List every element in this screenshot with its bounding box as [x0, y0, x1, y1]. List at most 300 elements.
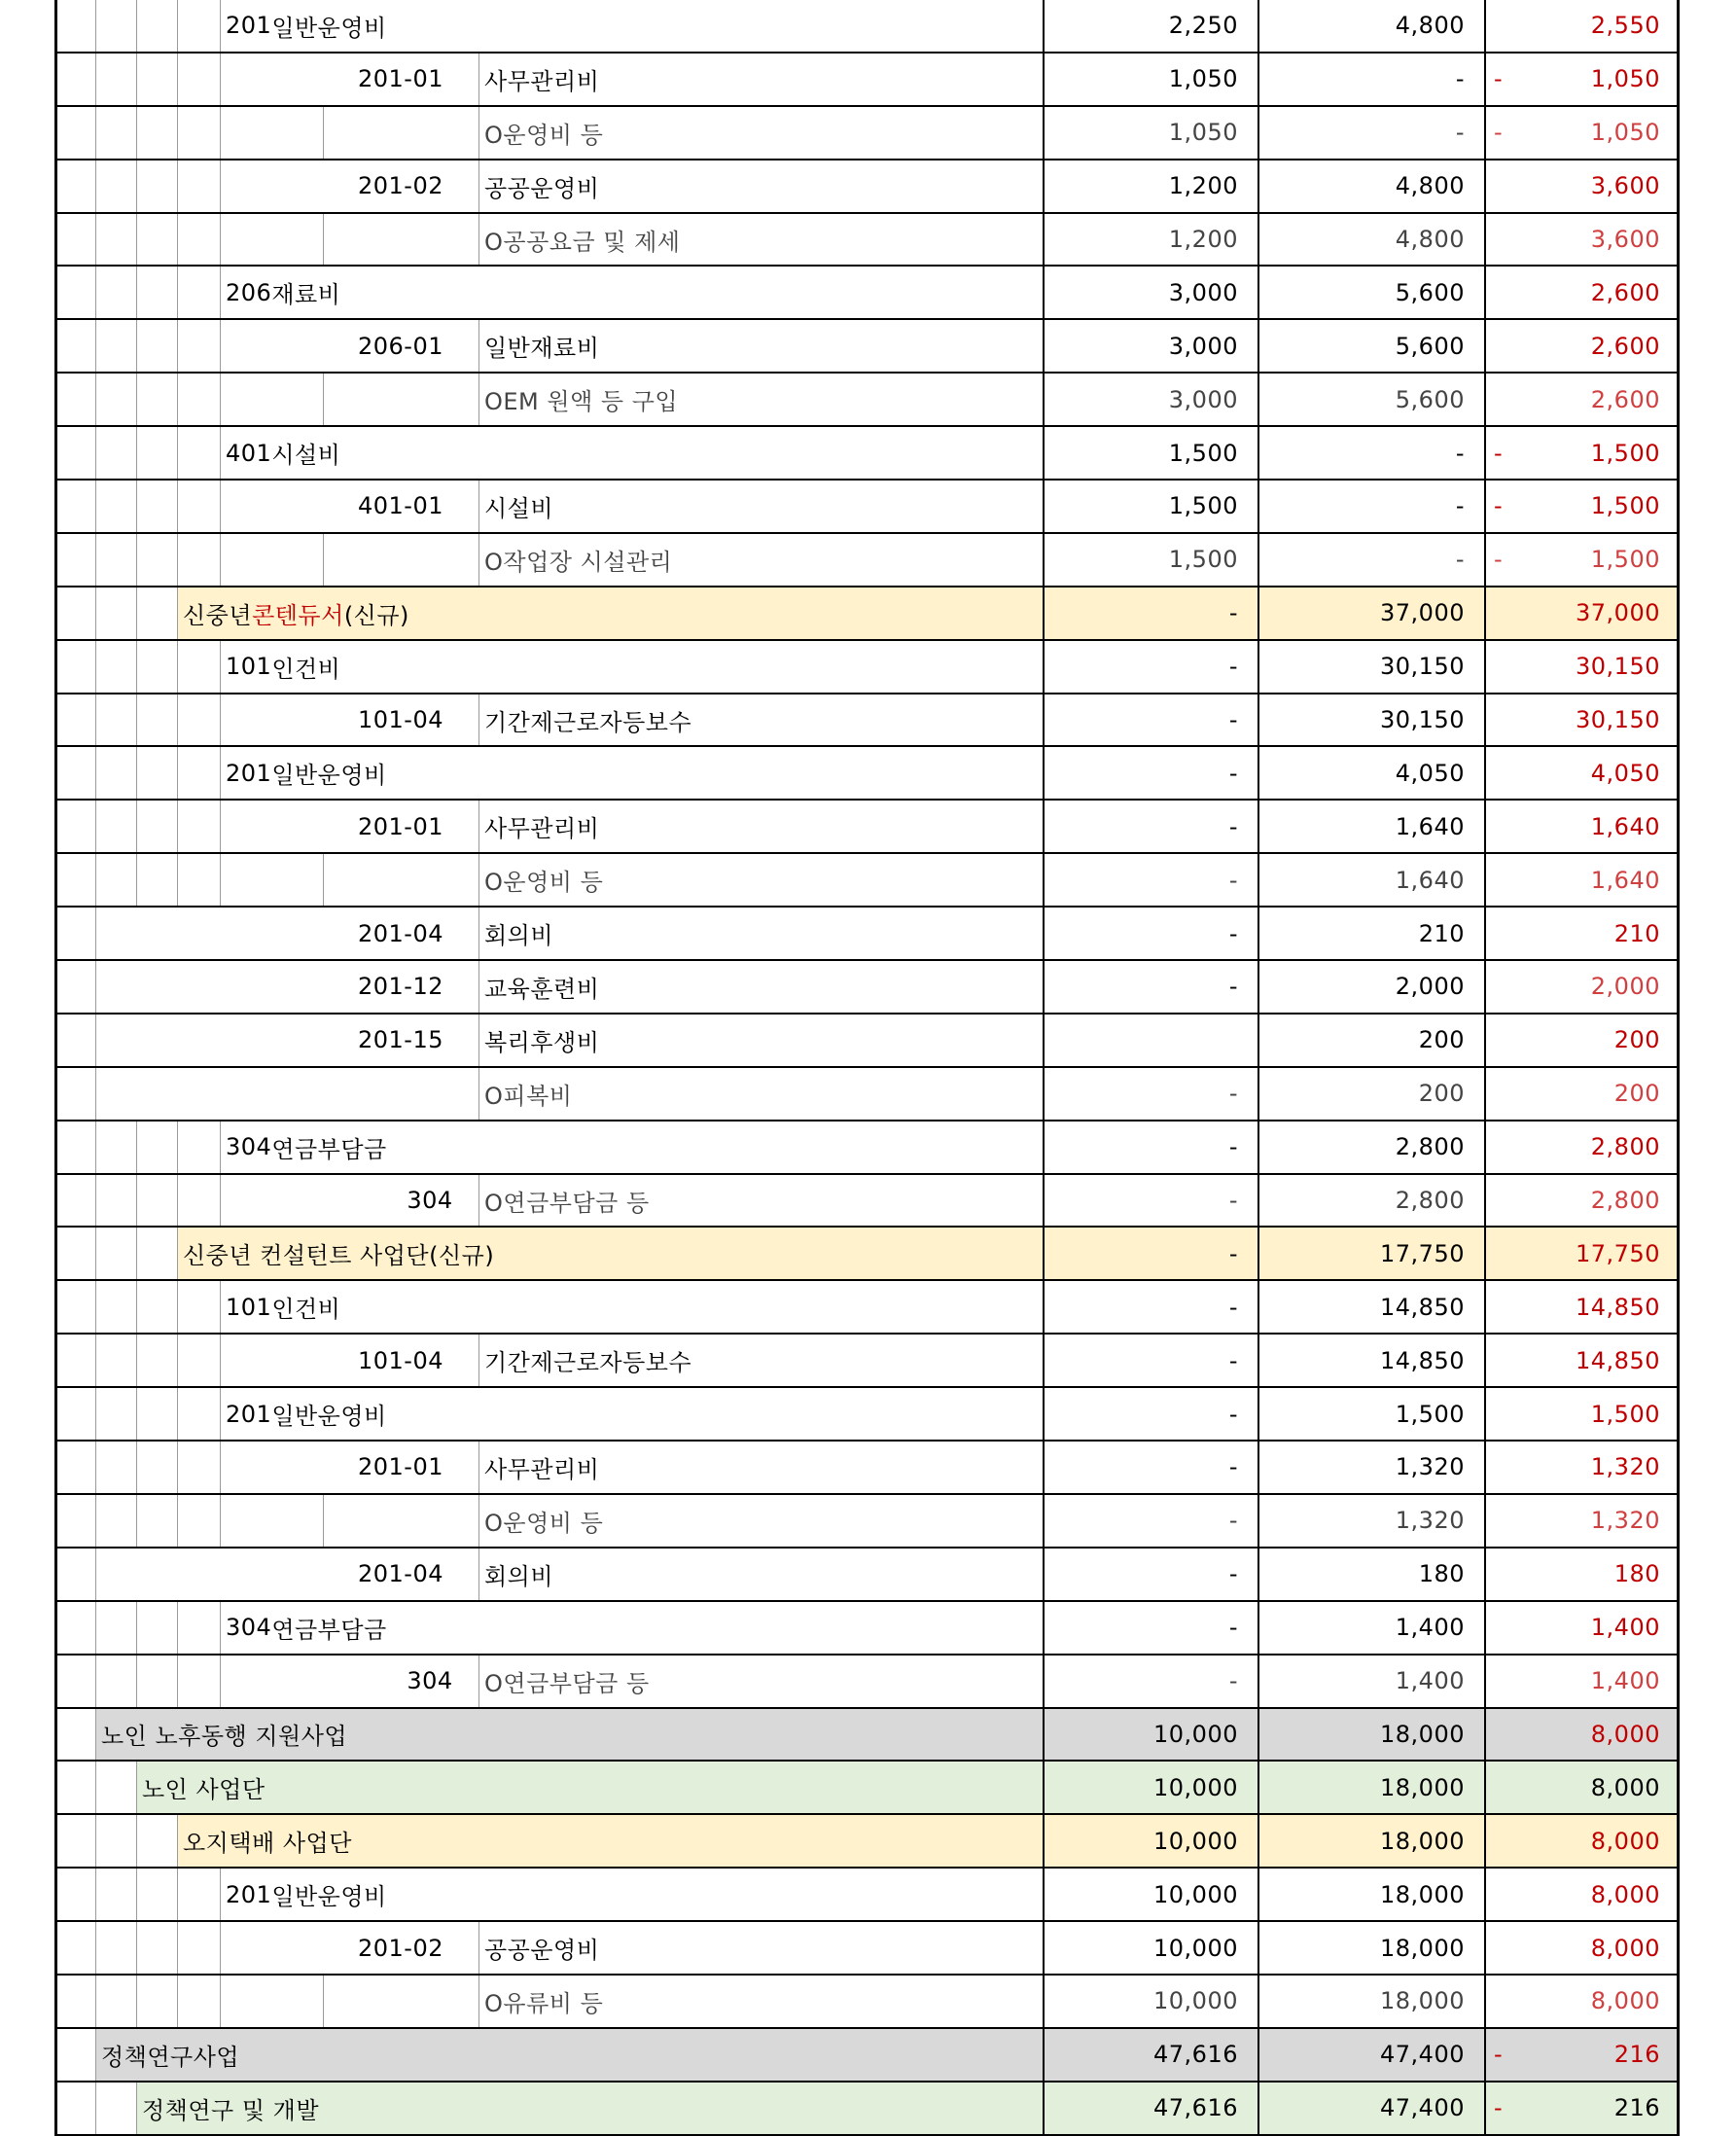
- table-border-right: [1677, 1068, 1680, 1120]
- table-border-right: [1677, 214, 1680, 266]
- amount-current: 18,000: [1380, 1934, 1465, 1962]
- grid-line: [95, 1709, 96, 1761]
- table-border-left: [54, 214, 57, 266]
- grid-line: [95, 427, 96, 479]
- grid-line: [220, 1121, 221, 1173]
- category-code: 201: [226, 1880, 272, 1908]
- table-border-right: [1677, 53, 1680, 105]
- grid-line: [95, 1815, 96, 1867]
- grid-line: [177, 1602, 178, 1654]
- amount-current: 4,800: [1395, 172, 1465, 200]
- category-code: 201: [226, 12, 272, 40]
- item-name: 시설비: [484, 494, 554, 522]
- grid-line: [177, 1922, 178, 1974]
- table-border-right: [1677, 1815, 1680, 1867]
- amount-previous: -: [1228, 973, 1238, 1001]
- table-row: [54, 481, 1680, 534]
- amount-current: 2,800: [1395, 1187, 1465, 1215]
- amount-previous: 10,000: [1153, 1773, 1238, 1801]
- amount-current: 47,400: [1380, 2094, 1465, 2122]
- table-border-left: [54, 320, 57, 372]
- grid-line: [177, 214, 178, 266]
- amount-change: 2,600: [1590, 385, 1660, 413]
- grid-line: [220, 1388, 221, 1440]
- table-border-left: [54, 1495, 57, 1547]
- grid-line: [177, 0, 178, 52]
- grid-line: [220, 747, 221, 799]
- item-code: 201-01: [357, 812, 443, 840]
- amount-current: -: [1455, 65, 1465, 93]
- grid-line: [323, 214, 324, 266]
- grid-line: [136, 2083, 137, 2134]
- project-title-prefix: 신중년: [183, 601, 253, 629]
- budget-category: [226, 1869, 387, 1920]
- table-row: [54, 1602, 1680, 1655]
- amount-previous: 10,000: [1153, 1827, 1238, 1855]
- amount-change: 8,000: [1590, 1827, 1660, 1855]
- amount-change: 1,400: [1590, 1614, 1660, 1642]
- table-border-right: [1677, 1976, 1680, 2027]
- amount-change: 1,640: [1590, 812, 1660, 840]
- grid-line: [136, 481, 137, 532]
- item-code: 201-01: [357, 65, 443, 93]
- table-border-right: [1677, 160, 1680, 212]
- table-border-left: [54, 747, 57, 799]
- amount-current: 200: [1418, 1080, 1465, 1108]
- amount-change: 216: [1613, 2041, 1660, 2069]
- grid-line: [136, 1335, 137, 1386]
- table-row: [54, 1015, 1680, 1068]
- item-name: O운영비 등: [484, 1509, 604, 1537]
- grid-line: [478, 961, 479, 1013]
- budget-category: [226, 641, 340, 693]
- amount-change: 3,600: [1590, 172, 1660, 200]
- grid-line: [95, 1495, 96, 1547]
- table-border-left: [54, 160, 57, 212]
- table-row: [54, 534, 1680, 587]
- grid-line: [95, 481, 96, 532]
- table-row: [54, 1922, 1680, 1976]
- item-name: O연금부담금 등: [484, 1669, 650, 1697]
- table-border-left: [54, 107, 57, 159]
- grid-line: [136, 374, 137, 425]
- grid-line: [478, 481, 479, 532]
- amount-change: 216: [1613, 2094, 1660, 2122]
- table-border-left: [54, 1281, 57, 1333]
- table-border-right: [1677, 1869, 1680, 1920]
- category-name: 일반운영비: [271, 1403, 387, 1431]
- amount-current: 18,000: [1380, 1880, 1465, 1908]
- table-border-left: [54, 2029, 57, 2081]
- amount-current: 1,400: [1395, 1614, 1465, 1642]
- table-row: [54, 0, 1680, 53]
- grid-line: [177, 1869, 178, 1920]
- grid-line: [220, 1281, 221, 1333]
- table-row: [54, 801, 1680, 854]
- table-row: [54, 908, 1680, 961]
- grid-line: [95, 747, 96, 799]
- grid-line: [177, 1388, 178, 1440]
- grid-line: [136, 694, 137, 746]
- table-border-left: [54, 961, 57, 1013]
- grid-line: [136, 1815, 137, 1867]
- amount-change: 1,400: [1590, 1667, 1660, 1695]
- grid-line: [136, 641, 137, 693]
- amount-change: 8,000: [1590, 1720, 1660, 1748]
- item-name: O공공요금 및 제세: [484, 228, 681, 256]
- item-name: 회의비: [484, 1562, 554, 1590]
- grid-line: [95, 534, 96, 586]
- table-border-right: [1677, 1762, 1680, 1813]
- table-border-left: [54, 1442, 57, 1493]
- grid-line: [136, 1495, 137, 1547]
- table-border-right: [1677, 961, 1680, 1013]
- table-row: [54, 1815, 1680, 1869]
- grid-line: [323, 107, 324, 159]
- table-row: [54, 1388, 1680, 1442]
- amount-previous: -: [1228, 1453, 1238, 1481]
- amount-current: 2,800: [1395, 1133, 1465, 1161]
- grid-line: [177, 427, 178, 479]
- grid-line: [95, 854, 96, 906]
- item-code: 201-04: [357, 1560, 443, 1588]
- amount-change: 1,050: [1590, 65, 1660, 93]
- grid-line: [478, 694, 479, 746]
- amount-current: 180: [1418, 1560, 1465, 1588]
- grid-line: [95, 1762, 96, 1813]
- amount-current: 2,000: [1395, 973, 1465, 1001]
- amount-current: 14,850: [1380, 1293, 1465, 1321]
- grid-line: [136, 214, 137, 266]
- grid-line: [136, 801, 137, 852]
- grid-line: [478, 1976, 479, 2027]
- item-code: 201-04: [357, 919, 443, 947]
- item-name: 기간제근로자등보수: [484, 708, 692, 736]
- item-code: 201-01: [357, 1453, 443, 1481]
- negative-sign: -: [1494, 546, 1503, 574]
- amount-current: 18,000: [1380, 1987, 1465, 2015]
- amount-previous: -: [1228, 919, 1238, 947]
- item-name: O유류비 등: [484, 1989, 604, 2017]
- grid-line: [177, 374, 178, 425]
- amount-previous: 3,000: [1168, 278, 1238, 306]
- grid-line: [95, 694, 96, 746]
- grid-line: [177, 267, 178, 318]
- table-border-right: [1677, 427, 1680, 479]
- amount-current: 4,800: [1395, 226, 1465, 253]
- amount-change: 17,750: [1576, 1239, 1660, 1267]
- grid-line: [177, 587, 178, 639]
- amount-change: 1,500: [1590, 439, 1660, 467]
- grid-line: [136, 1922, 137, 1974]
- amount-current: 14,850: [1380, 1346, 1465, 1374]
- category-name: 연금부담금: [271, 1616, 387, 1644]
- table-row: [54, 374, 1680, 427]
- category-code: 201: [226, 1400, 272, 1428]
- grid-line: [95, 1869, 96, 1920]
- grid-line: [220, 641, 221, 693]
- group-title: 노인 노후동행 지원사업: [101, 1723, 348, 1751]
- grid-line: [95, 1015, 96, 1066]
- category-name: 시설비: [271, 442, 341, 470]
- table-border-right: [1677, 587, 1680, 639]
- amount-previous: 47,616: [1153, 2094, 1238, 2122]
- table-row: [54, 1121, 1680, 1175]
- amount-previous: -: [1228, 759, 1238, 787]
- table-row: [54, 267, 1680, 320]
- table-row: [54, 587, 1680, 641]
- budget-category: [226, 1121, 387, 1173]
- grid-line: [478, 1015, 479, 1066]
- grid-line: [478, 908, 479, 959]
- project-title-prefix: 오지택배 사업단: [183, 1830, 352, 1858]
- grid-line: [323, 1495, 324, 1547]
- table-row: [54, 1709, 1680, 1762]
- amount-previous: -: [1228, 653, 1238, 681]
- item-code: 304: [407, 1187, 453, 1215]
- table-row: [54, 107, 1680, 160]
- grid-line: [95, 1175, 96, 1227]
- grid-line: [95, 641, 96, 693]
- grid-line: [95, 1655, 96, 1707]
- budget-category: [226, 0, 387, 52]
- table-border-right: [1677, 694, 1680, 746]
- grid-line: [478, 534, 479, 586]
- table-border-left: [54, 1175, 57, 1227]
- grid-line: [220, 534, 221, 586]
- grid-line: [220, 1655, 221, 1707]
- grid-line: [478, 1549, 479, 1600]
- grid-line: [136, 0, 137, 52]
- item-name: 기간제근로자등보수: [484, 1349, 692, 1377]
- grid-line: [323, 534, 324, 586]
- grid-line: [95, 1121, 96, 1173]
- table-border-right: [1677, 641, 1680, 693]
- grid-line: [220, 160, 221, 212]
- amount-change: 8,000: [1590, 1987, 1660, 2015]
- grid-line: [478, 160, 479, 212]
- category-code: 101: [226, 1293, 272, 1321]
- table-border-left: [54, 267, 57, 318]
- amount-previous: 10,000: [1153, 1720, 1238, 1748]
- amount-current: 1,640: [1395, 866, 1465, 894]
- table-border-right: [1677, 2083, 1680, 2134]
- amount-change: 30,150: [1576, 653, 1660, 681]
- grid-line: [136, 1175, 137, 1227]
- amount-change: 1,500: [1590, 492, 1660, 520]
- amount-previous: -: [1228, 706, 1238, 734]
- table-border-left: [54, 1815, 57, 1867]
- category-name: 인건비: [271, 1296, 341, 1324]
- budget-category: [226, 1602, 387, 1654]
- grid-line: [95, 374, 96, 425]
- category-name: 재료비: [271, 281, 341, 309]
- table-border-right: [1677, 1922, 1680, 1974]
- table-border-right: [1677, 1175, 1680, 1227]
- amount-change: 180: [1613, 1560, 1660, 1588]
- amount-current: -: [1455, 492, 1465, 520]
- grid-line: [220, 1495, 221, 1547]
- category-code: 401: [226, 439, 272, 467]
- amount-current: 47,400: [1380, 2041, 1465, 2069]
- amount-previous: 3,000: [1168, 385, 1238, 413]
- amount-current: 18,000: [1380, 1827, 1465, 1855]
- amount-change: 200: [1613, 1026, 1660, 1054]
- grid-line: [220, 107, 221, 159]
- table-border-left: [54, 1922, 57, 1974]
- grid-line: [220, 1602, 221, 1654]
- amount-current: 30,150: [1380, 653, 1465, 681]
- table-row: [54, 1976, 1680, 2029]
- amount-previous: -: [1228, 1080, 1238, 1108]
- amount-previous: [1043, 1015, 1238, 1066]
- grid-line: [136, 1388, 137, 1440]
- grid-line: [220, 1976, 221, 2027]
- amount-change: 2,600: [1590, 332, 1660, 360]
- item-name: O연금부담금 등: [484, 1189, 650, 1217]
- amount-current: 18,000: [1380, 1773, 1465, 1801]
- grid-line: [136, 747, 137, 799]
- amount-change: 4,050: [1590, 759, 1660, 787]
- grid-line: [136, 854, 137, 906]
- budget-category: [226, 747, 387, 799]
- table-border-right: [1677, 0, 1680, 52]
- item-code: 304: [407, 1667, 453, 1695]
- grid-line: [177, 534, 178, 586]
- grid-line: [220, 1869, 221, 1920]
- amount-change: 14,850: [1576, 1293, 1660, 1321]
- table-border-right: [1677, 801, 1680, 852]
- grid-line: [220, 267, 221, 318]
- table-border-right: [1677, 854, 1680, 906]
- table-border-right: [1677, 1709, 1680, 1761]
- table-border-right: [1677, 320, 1680, 372]
- grid-line: [136, 1869, 137, 1920]
- table-row: [54, 1549, 1680, 1602]
- table-border-right: [1677, 481, 1680, 532]
- table-row: [54, 854, 1680, 908]
- amount-change: 1,050: [1590, 119, 1660, 147]
- table-row: [54, 747, 1680, 801]
- grid-line: [136, 1762, 137, 1813]
- category-code: 304: [226, 1133, 272, 1161]
- table-border-right: [1677, 1121, 1680, 1173]
- category-name: 연금부담금: [271, 1135, 387, 1163]
- amount-change: 14,850: [1576, 1346, 1660, 1374]
- table-border-left: [54, 694, 57, 746]
- table-border-right: [1677, 1442, 1680, 1493]
- grid-line: [95, 160, 96, 212]
- table-border-right: [1677, 374, 1680, 425]
- table-border-right: [1677, 1495, 1680, 1547]
- table-border-left: [54, 1015, 57, 1066]
- negative-sign: -: [1494, 439, 1503, 467]
- grid-line: [95, 1549, 96, 1600]
- negative-sign: -: [1494, 2094, 1503, 2122]
- amount-previous: 1,050: [1168, 65, 1238, 93]
- grid-line: [136, 160, 137, 212]
- grid-line: [478, 1442, 479, 1493]
- grid-line: [136, 1442, 137, 1493]
- grid-line: [177, 1976, 178, 2027]
- grid-line: [220, 694, 221, 746]
- grid-line: [95, 0, 96, 52]
- item-code: 201-15: [357, 1026, 443, 1054]
- amount-change: 210: [1613, 919, 1660, 947]
- grid-line: [220, 481, 221, 532]
- negative-sign: -: [1494, 492, 1503, 520]
- grid-line: [478, 1068, 479, 1120]
- grid-line: [95, 2029, 96, 2081]
- grid-line: [177, 1815, 178, 1867]
- grid-line: [177, 1442, 178, 1493]
- category-code: 304: [226, 1614, 272, 1642]
- table-row: [54, 1869, 1680, 1922]
- amount-change: 2,800: [1590, 1187, 1660, 1215]
- table-border-left: [54, 908, 57, 959]
- grid-line: [95, 1335, 96, 1386]
- project-title-prefix: 신중년 컨설턴트 사업단(신규): [183, 1242, 495, 1270]
- budget-category: [226, 267, 340, 318]
- amount-current: 4,050: [1395, 759, 1465, 787]
- grid-line: [95, 320, 96, 372]
- table-row: [54, 1442, 1680, 1495]
- amount-current: 5,600: [1395, 332, 1465, 360]
- amount-previous: -: [1228, 1239, 1238, 1267]
- amount-current: 210: [1418, 919, 1465, 947]
- budget-category: [226, 427, 340, 479]
- table-border-right: [1677, 1388, 1680, 1440]
- amount-previous: 1,500: [1168, 492, 1238, 520]
- grid-line: [177, 107, 178, 159]
- item-code: 401-01: [357, 492, 443, 520]
- grid-line: [478, 1922, 479, 1974]
- grid-line: [95, 908, 96, 959]
- table-border-right: [1677, 1602, 1680, 1654]
- grid-line: [478, 53, 479, 105]
- table-border-right: [1677, 1655, 1680, 1707]
- table-border-right: [1677, 2029, 1680, 2081]
- table-border-left: [54, 427, 57, 479]
- amount-change: 1,320: [1590, 1453, 1660, 1481]
- amount-change: 1,640: [1590, 866, 1660, 894]
- amount-current: 1,500: [1395, 1400, 1465, 1428]
- amount-previous: -: [1228, 1133, 1238, 1161]
- amount-previous: -: [1228, 1293, 1238, 1321]
- amount-current: 30,150: [1380, 706, 1465, 734]
- table-border-left: [54, 0, 57, 52]
- project-title-highlight: 콘텐듀서: [252, 601, 344, 629]
- table-border-left: [54, 1068, 57, 1120]
- grid-line: [95, 1922, 96, 1974]
- amount-change: 1,500: [1590, 546, 1660, 574]
- item-name: O피복비: [484, 1082, 573, 1110]
- amount-previous: 3,000: [1168, 332, 1238, 360]
- grid-line: [95, 53, 96, 105]
- table-border-left: [54, 1121, 57, 1173]
- amount-previous: 1,500: [1168, 546, 1238, 574]
- amount-current: -: [1455, 546, 1465, 574]
- item-name: 공공운영비: [484, 174, 600, 202]
- item-name: OEM 원액 등 구입: [484, 388, 679, 416]
- amount-current: 18,000: [1380, 1720, 1465, 1748]
- grid-line: [220, 374, 221, 425]
- amount-change: 2,600: [1590, 278, 1660, 306]
- grid-line: [220, 854, 221, 906]
- table-row: [54, 1281, 1680, 1335]
- table-border-right: [1677, 267, 1680, 318]
- amount-change: 8,000: [1590, 1773, 1660, 1801]
